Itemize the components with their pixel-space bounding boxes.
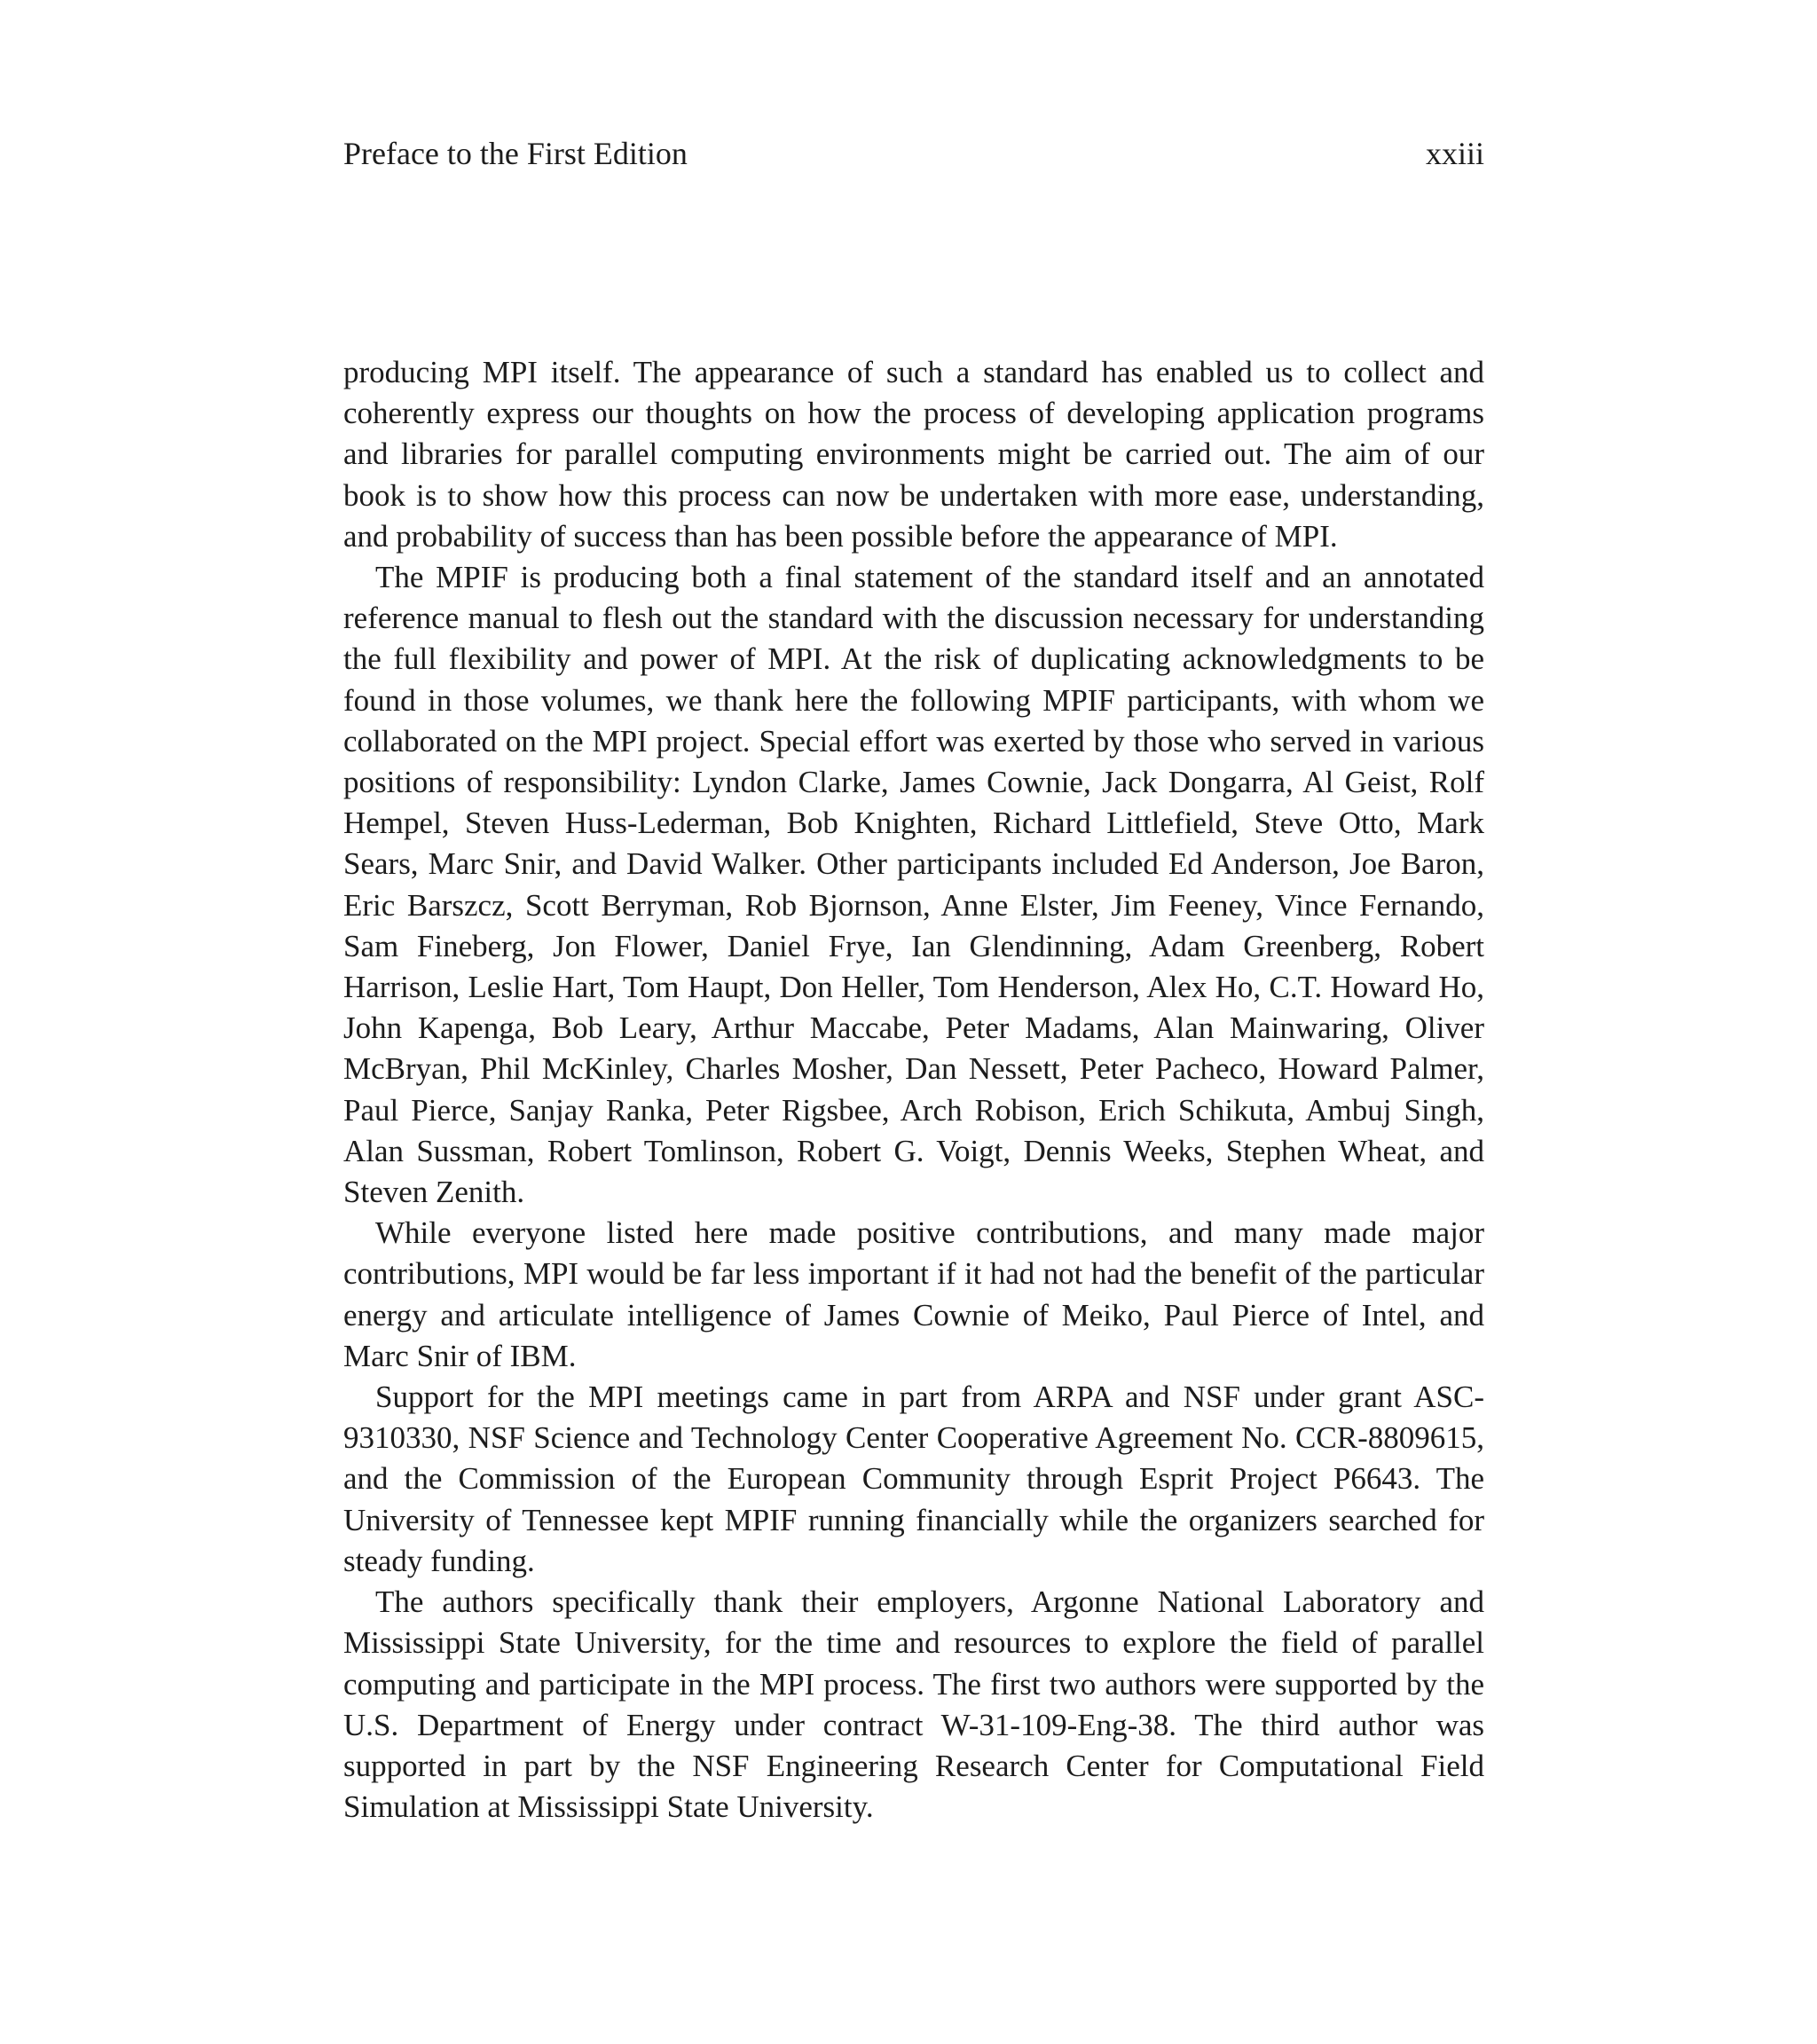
paragraph-acknowledgments: The MPIF is producing both a final statement of the standard itself and an annotated reference manual to flesh out the standard with the discussion necessary for understanding the full flexibility and power of MPI. At the risk of duplicating acknowledgments to be found in those volumes, we thank here the following MPIF participants, with whom we collaborated on the MPI project. Special effort was exerted by those who served in various positions of responsibility: Lyndon Clarke, James Cownie, Jack Dongarra, Al Geist, Rolf Hempel, Steven Huss-Lederman, Bob Knighten, Richard Littlefield, Steve Otto, Mark Sears, Marc Snir, and David Walker. Other participants included Ed Anderson, Joe Baron, Eric Barszcz, Scott Berryman, Rob Bjornson, Anne Elster, Jim Feeney, Vince Fernando, Sam Fineberg, Jon Flower, Daniel Frye, Ian Glendinning, Adam Greenberg, Robert Harrison, Leslie Hart, Tom Haupt, Don Heller, Tom Henderson, Alex Ho, C.T. Howard Ho, John Kapenga, Bob Leary, Arthur Maccabe, Peter Madams, Alan Mainwaring, Oliver McBryan, Phil McKinley, Charles Mosher, Dan Nessett, Peter Pacheco, Howard Palmer, Paul Pierce, Sanjay Ranka, Peter Rigsbee, Arch Robison, Erich Schikuta, Ambuj Singh, Alan Sussman, Robert Tomlinson, Robert G. Voigt, Dennis Weeks, Stephen Wheat, and Steven Zenith. xyxy=(343,560,1484,1210)
paragraph-employers: The authors specifically thank their employers, Argonne National Laboratory and Mississippi State University, for the time and resources to explore the field of parallel computing and participate in the MPI process. The first two authors were supported by the U.S. Department of Energy under contract W-31-109-Eng-38. The third author was supported in part by the NSF Engineering Research Center for Computational Field Simulation at Mississippi State University. xyxy=(343,1584,1484,1825)
paragraph-continuation: producing MPI itself. The appearance of such a standard has enabled us to collect and coherently express our thoughts on how the process of developing application programs and libraries for parallel computing environments might be carried out. The aim of our book is to show how this process can now be undertaken with more ease, understanding, and probability of success than has been possible before the appearance of MPI. xyxy=(343,355,1484,554)
body-text xyxy=(343,352,1484,1828)
running-title: Preface to the First Edition xyxy=(343,136,688,171)
running-header xyxy=(343,131,1484,176)
paragraph-funding: Support for the MPI meetings came in part from ARPA and NSF under grant ASC-9310330, NSF Science and Technology Center Cooperative Agreement No. CCR-8809615, and the Commission of the European Community through Esprit Project P6643. The University of Tennessee kept MPIF running financially while the organizers searched for steady funding. xyxy=(343,1380,1484,1578)
page-number: xxiii xyxy=(1425,136,1484,171)
paragraph-contributions: While everyone listed here made positive contributions, and many made major contributions, MPI would be far less important if it had not had the benefit of the particular energy and articulate intelligence of James Cownie of Meiko, Paul Pierce of Intel, and Marc Snir of IBM. xyxy=(343,1215,1484,1373)
